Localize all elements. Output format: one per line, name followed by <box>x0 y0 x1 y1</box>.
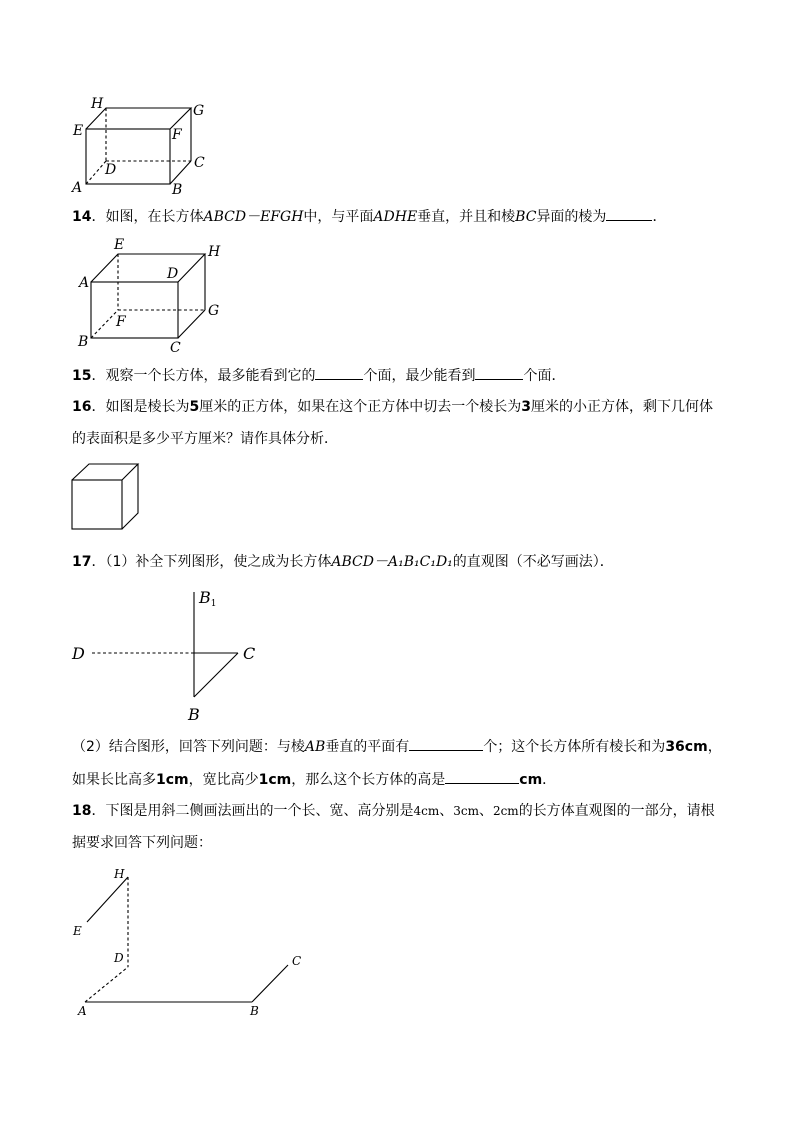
vertex-label-b: B <box>188 705 200 724</box>
question-text: （2）结合图形，回答下列问题：与棱 <box>72 739 305 755</box>
question-text: 厘米的正方体，如果在这个正方体中切去一个棱长为 <box>199 399 522 415</box>
hidden-edge-ad <box>85 967 128 1002</box>
number-5: 5 <box>189 399 200 415</box>
question-text: ，那么这个长方体的高是 <box>291 772 446 788</box>
number-1cm-b: 1cm <box>258 772 292 788</box>
question-text: ．（1）补全下列图形，使之成为长方体 <box>91 554 332 570</box>
math-edge-ab: AB <box>304 739 326 755</box>
edge-bc <box>252 965 288 1002</box>
question-14 <box>72 205 732 228</box>
vertex-label-d: D <box>114 951 124 965</box>
question-text: ．观察一个长方体，最多能看到它的 <box>91 368 316 384</box>
vertex-label-e: E <box>73 123 84 139</box>
question-text: ，宽比高少 <box>188 772 259 788</box>
cuboid-bottom-right-edge <box>178 310 205 338</box>
hidden-edge-bf <box>91 310 118 338</box>
question-17-part-1 <box>72 551 732 573</box>
dimension-height: 2cm <box>492 804 519 818</box>
cube-front-face <box>72 480 122 529</box>
vertex-label-g: G <box>208 303 220 319</box>
question-text: 个面． <box>523 368 566 384</box>
vertex-label-g: G <box>193 103 205 119</box>
vertex-label-h: H <box>208 244 221 260</box>
question-text: 厘米的小正方体，剩下几何体 <box>530 399 713 415</box>
answer-blank-planes[interactable] <box>409 735 483 751</box>
question-number: 18 <box>72 803 92 819</box>
question-text: ．如图，在长方体 <box>91 209 204 225</box>
question-text: 如果长比高多 <box>72 772 156 788</box>
number-36cm: 36cm <box>665 739 708 755</box>
question-text: ． <box>542 772 557 788</box>
question-text: 个；这个长方体所有棱长和为 <box>483 739 666 755</box>
dimension-length: 4cm <box>413 804 440 818</box>
vertex-label-f: F <box>172 127 182 143</box>
vertex-label-e: E <box>73 924 82 938</box>
vertex-label-c: C <box>243 644 256 663</box>
vertex-label-c: C <box>170 340 181 356</box>
question-text: 垂直的平面有 <box>325 739 410 755</box>
vertex-label-d: D <box>167 266 179 282</box>
edge-eh <box>87 877 128 922</box>
question-text: 垂直，并且和棱 <box>417 209 516 225</box>
vertex-label-h: H <box>114 867 125 881</box>
dimension-width: 3cm <box>453 804 479 818</box>
question-text: 据要求回答下列问题： <box>72 835 212 851</box>
separator: 、 <box>439 803 454 819</box>
cuboid-top-back-edges <box>91 254 205 282</box>
question-text: ．如图是棱长为 <box>91 399 190 415</box>
number-1cm-a: 1cm <box>156 772 189 788</box>
answer-blank-height[interactable] <box>445 768 519 784</box>
question-15 <box>72 364 732 387</box>
figure-13-cuboid <box>60 90 220 200</box>
question-17-part-2 <box>72 735 732 791</box>
figure-16-cube <box>70 462 142 534</box>
math-cuboid-name: ABCD－EFGH <box>203 209 304 225</box>
question-number: 15 <box>72 368 92 384</box>
question-number: 17 <box>72 554 92 570</box>
question-text: ， <box>707 739 722 755</box>
vertex-label-c: C <box>194 155 205 171</box>
vertex-label-f: F <box>116 314 126 330</box>
question-text: ．下图是用斜二侧画法画出的一个长、宽、高分别是 <box>91 803 414 819</box>
cube-right-edges <box>122 464 138 529</box>
vertex-label-d: D <box>105 162 117 178</box>
vertex-label-b: B <box>250 1004 259 1018</box>
vertex-label-b1: B1 <box>199 588 217 609</box>
question-text: 个面，最少能看到 <box>363 368 476 384</box>
question-text: 的直观图（不必写画法）． <box>452 554 614 570</box>
question-text: 的长方体直观图的一部分，请根 <box>518 803 715 819</box>
vertex-label-e: E <box>114 237 125 253</box>
question-number: 16 <box>72 399 92 415</box>
edge-bc <box>194 653 238 697</box>
vertex-label-a: A <box>79 275 90 291</box>
cuboid-bottom-right-edge <box>170 161 191 184</box>
answer-blank[interactable] <box>606 205 652 221</box>
figure-17-partial-cuboid <box>66 584 276 729</box>
number-3: 3 <box>521 399 531 415</box>
vertex-label-h: H <box>91 96 104 112</box>
answer-blank-least[interactable] <box>475 364 523 380</box>
question-text: ． <box>652 209 667 225</box>
question-16 <box>72 396 732 450</box>
figure-14-cuboid <box>70 234 230 358</box>
question-text: 中，与平面 <box>303 209 374 225</box>
hidden-edge-ad <box>86 161 106 184</box>
math-plane-name: ADHE <box>373 209 418 225</box>
cube-top-edges <box>72 464 138 480</box>
cuboid-front-face <box>86 129 170 184</box>
vertex-label-a: A <box>72 180 83 196</box>
math-edge-name: BC <box>515 209 537 225</box>
answer-blank-most[interactable] <box>315 364 363 380</box>
unit-cm: cm <box>519 772 543 788</box>
vertex-label-a: A <box>78 1004 87 1018</box>
question-number: 14 <box>72 209 92 225</box>
vertex-label-c: C <box>292 954 302 968</box>
question-17-line-3 <box>72 768 556 791</box>
math-top-name: A₁B₁C₁D₁ <box>388 554 453 570</box>
math-base-name: ABCD－ <box>331 554 388 570</box>
question-text: 异面的棱为 <box>536 209 607 225</box>
separator: 、 <box>478 803 493 819</box>
question-text: 的表面积是多少平方厘米？请作具体分析． <box>72 431 338 447</box>
figure-18-partial-cuboid <box>70 862 320 1022</box>
vertex-label-d: D <box>72 644 85 663</box>
vertex-label-b: B <box>78 334 89 350</box>
vertex-label-b: B <box>172 182 183 198</box>
question-18 <box>72 800 732 854</box>
